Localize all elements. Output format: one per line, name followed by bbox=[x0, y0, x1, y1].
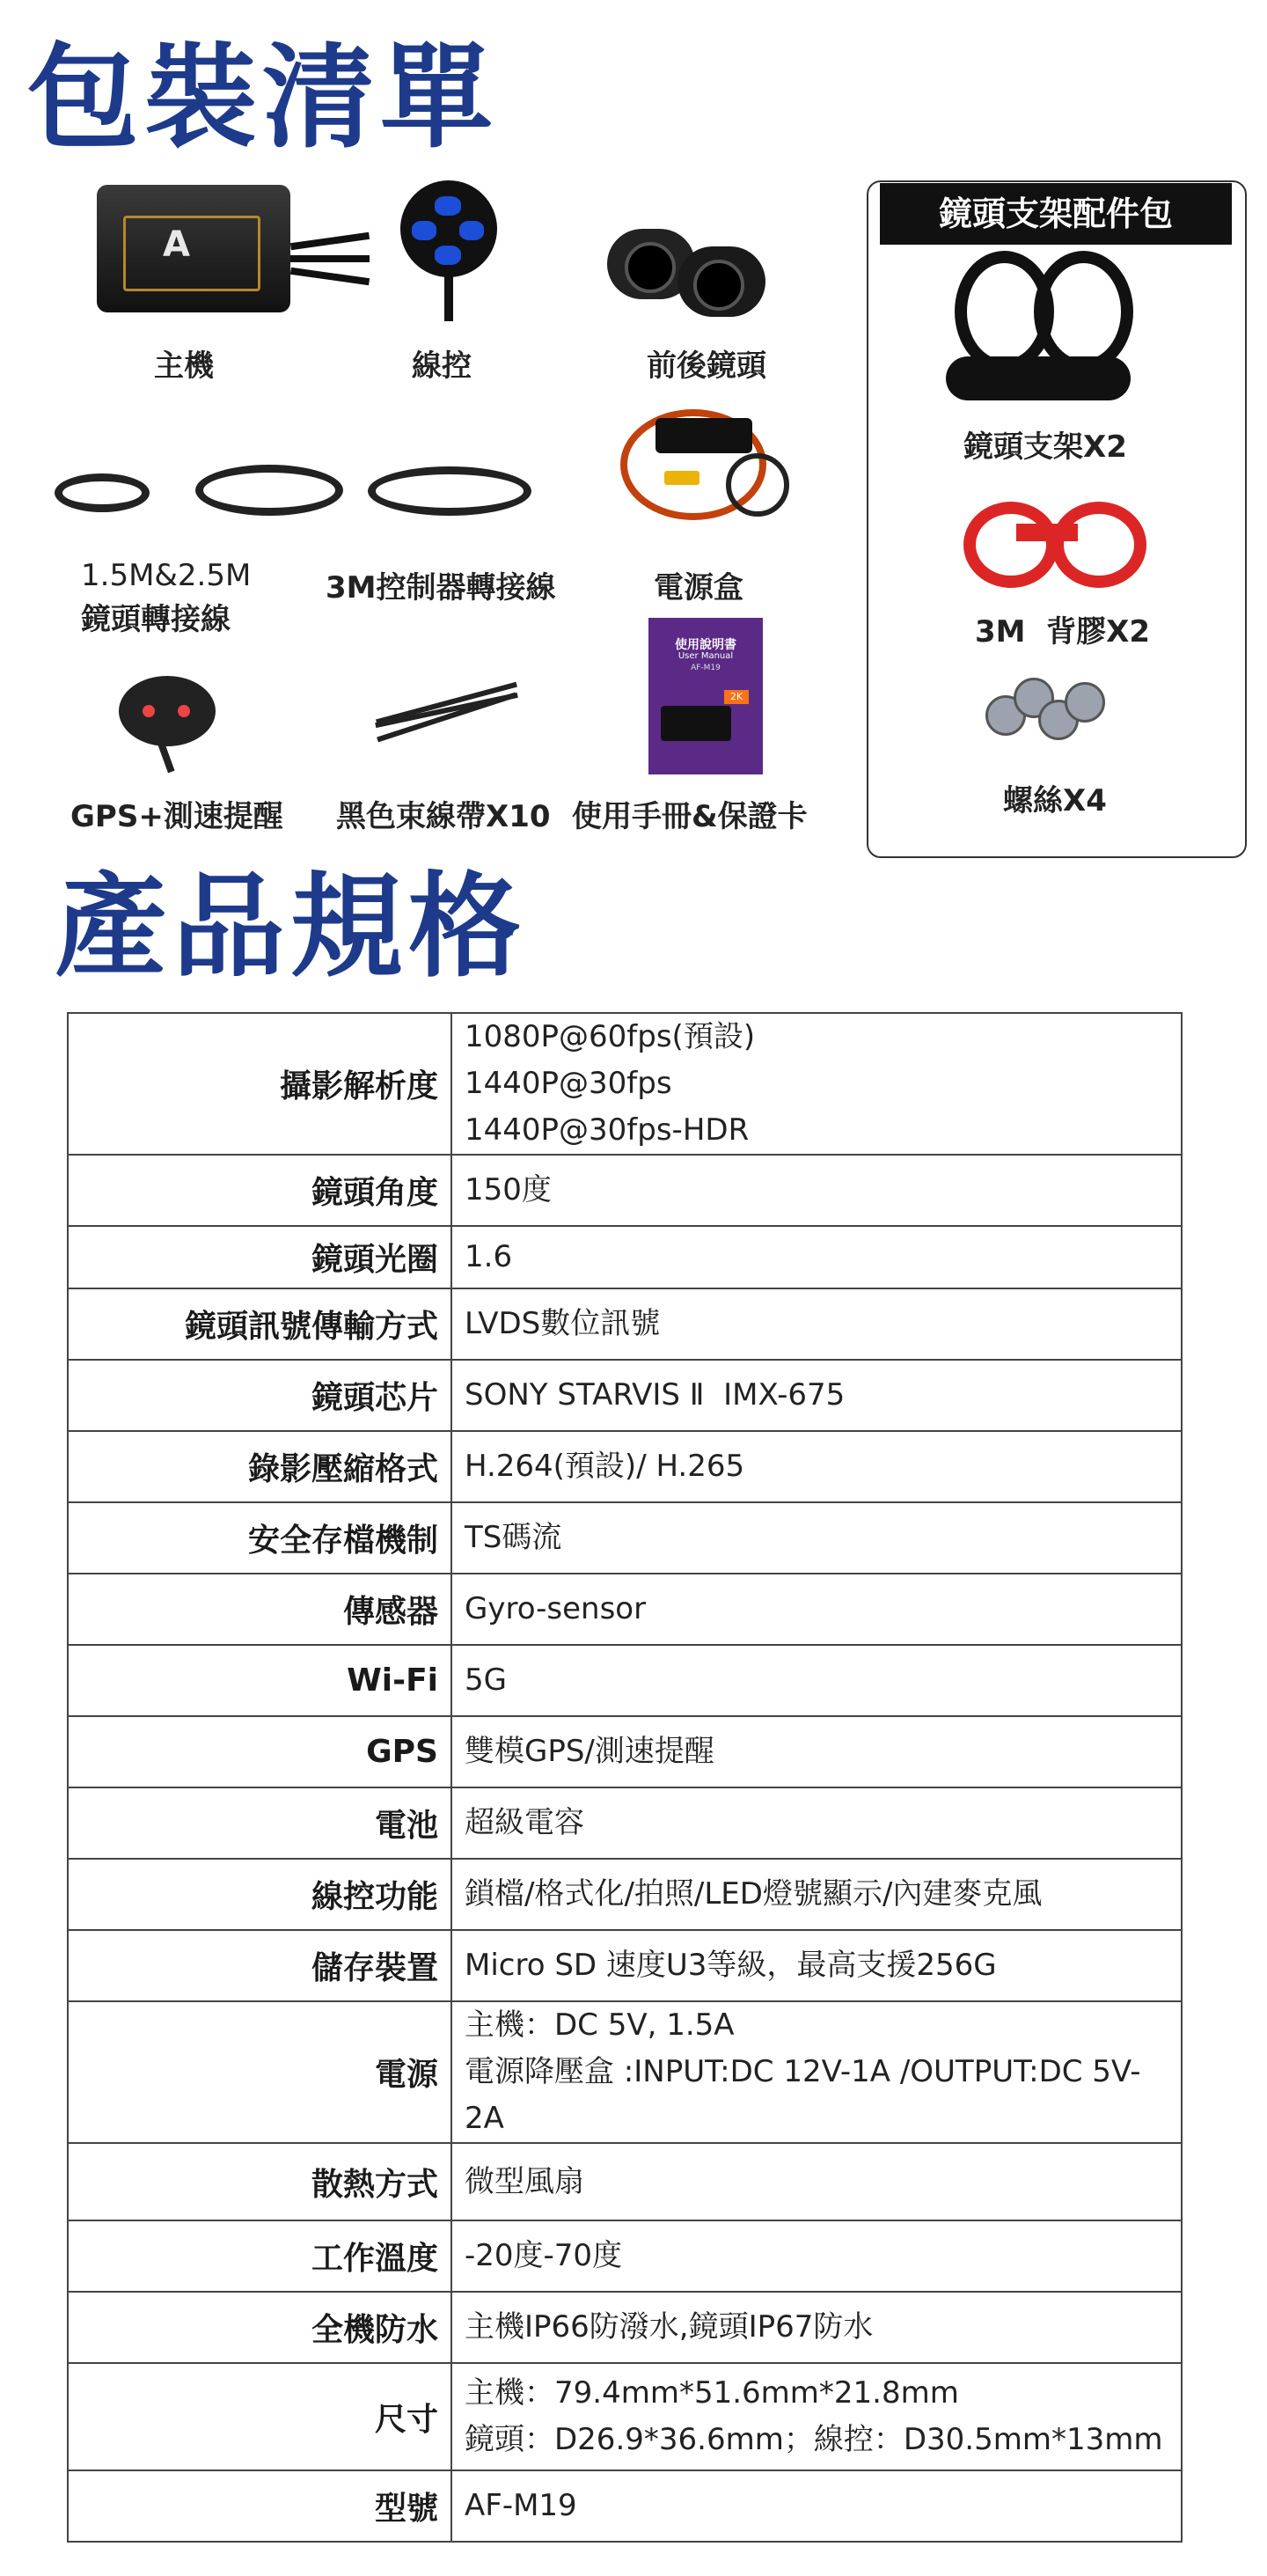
screws-image bbox=[985, 678, 1109, 739]
spec-value: 1.6 bbox=[451, 1226, 1182, 1288]
spec-value: H.264(預設)/ H.265 bbox=[451, 1431, 1182, 1502]
cam-cable-label-b: 鏡頭轉接線 bbox=[81, 602, 231, 637]
spec-row bbox=[68, 1155, 1182, 1226]
spec-value: 5G bbox=[451, 1645, 1182, 1716]
spec-value: 超級電容 bbox=[451, 1787, 1182, 1859]
bracket-label: 鏡頭支架X2 bbox=[963, 429, 1127, 465]
spec-key: 工作溫度 bbox=[68, 2220, 451, 2292]
spec-key: 電源 bbox=[68, 2001, 451, 2143]
spec-row bbox=[68, 2001, 1182, 2143]
remote-label: 線控 bbox=[412, 349, 472, 384]
spec-key: 電池 bbox=[68, 1787, 451, 1859]
spec-key: 鏡頭芯片 bbox=[68, 1360, 451, 1431]
bracket-image bbox=[946, 251, 1139, 418]
spec-value: -20度-70度 bbox=[451, 2220, 1182, 2292]
spec-value: AF-M19 bbox=[451, 2470, 1182, 2542]
spec-key: 線控功能 bbox=[68, 1859, 451, 1930]
spec-key: 攝影解析度 bbox=[68, 1013, 451, 1155]
spec-value: 1080P@60fps(預設) 1440P@30fps 1440P@30fps-HDR bbox=[451, 1013, 1182, 1155]
spec-key: 全機防水 bbox=[68, 2292, 451, 2363]
manual-image bbox=[648, 618, 763, 774]
cameras-label: 前後鏡頭 bbox=[647, 349, 766, 384]
gps-label: GPS+測速提醒 bbox=[70, 799, 283, 834]
main-unit-label: 主機 bbox=[154, 349, 214, 384]
spec-key: 型號 bbox=[68, 2470, 451, 2542]
spec-key: 鏡頭光圈 bbox=[68, 1226, 451, 1288]
remote-image bbox=[396, 180, 502, 321]
spec-key: 散熱方式 bbox=[68, 2143, 451, 2220]
spec-value: 雙模GPS/測速提醒 bbox=[451, 1716, 1182, 1787]
spec-value: 主機IP66防潑水,鏡頭IP67防水 bbox=[451, 2292, 1182, 2363]
ctrl-cable-label: 3M控制器轉接線 bbox=[326, 570, 556, 605]
power-box-image bbox=[612, 400, 796, 524]
spec-key: 傳感器 bbox=[68, 1574, 451, 1645]
spec-row bbox=[68, 1360, 1182, 1431]
cameras-image bbox=[607, 211, 801, 326]
spec-value: 鎖檔/格式化/拍照/LED燈號顯示/內建麥克風 bbox=[451, 1859, 1182, 1930]
spec-row bbox=[68, 1574, 1182, 1645]
spec-row bbox=[68, 2292, 1182, 2363]
specs-table bbox=[67, 1012, 1183, 2543]
cable-ties-image bbox=[374, 669, 519, 739]
manual-cover-model: AF-M19 bbox=[691, 664, 721, 672]
spec-value: SONY STARVIS Ⅱ IMX-675 bbox=[451, 1360, 1182, 1431]
specs-title: 產品規格 bbox=[55, 862, 527, 993]
accessory-pack-title: 鏡頭支架配件包 bbox=[880, 183, 1232, 245]
cam-cable-image-2 bbox=[195, 465, 343, 516]
screws-label: 螺絲X4 bbox=[1003, 783, 1107, 818]
main-unit-image: A bbox=[88, 185, 378, 317]
spec-row bbox=[68, 1013, 1182, 1155]
tape-image bbox=[963, 497, 1131, 568]
spec-key: GPS bbox=[68, 1716, 451, 1787]
spec-value: 微型風扇 bbox=[451, 2143, 1182, 2220]
spec-row bbox=[68, 1930, 1182, 2001]
manual-cover-badge: 2K bbox=[724, 690, 749, 704]
spec-key: 尺寸 bbox=[68, 2363, 451, 2470]
spec-row bbox=[68, 1787, 1182, 1859]
spec-row bbox=[68, 1226, 1182, 1288]
spec-row bbox=[68, 1502, 1182, 1574]
spec-key: Wi-Fi bbox=[68, 1645, 451, 1716]
spec-row bbox=[68, 1645, 1182, 1716]
spec-row bbox=[68, 2363, 1182, 2470]
spec-row bbox=[68, 2143, 1182, 2220]
spec-value: LVDS數位訊號 bbox=[451, 1288, 1182, 1360]
spec-row bbox=[68, 1431, 1182, 1502]
spec-row bbox=[68, 2220, 1182, 2292]
manual-label: 使用手冊&保證卡 bbox=[572, 799, 808, 834]
spec-key: 儲存裝置 bbox=[68, 1930, 451, 2001]
spec-value: 主機：79.4mm*51.6mm*21.8mm 鏡頭：D26.9*36.6mm；線控：D30.5mm*13mm bbox=[451, 2363, 1182, 2470]
spec-row bbox=[68, 1288, 1182, 1360]
package-title: 包裝清單 bbox=[26, 33, 499, 164]
power-box-label: 電源盒 bbox=[654, 570, 743, 605]
spec-row bbox=[68, 2470, 1182, 2542]
spec-value: 主機：DC 5V, 1.5A 電源降壓盒 :INPUT:DC 12V-1A /OUTPUT:DC 5V-2A bbox=[451, 2001, 1182, 2143]
spec-value: TS碼流 bbox=[451, 1502, 1182, 1574]
tape-label: 3M 背膠X2 bbox=[975, 614, 1151, 650]
manual-cover-title: 使用說明書 bbox=[675, 638, 736, 652]
manual-cover-subtitle: User Manual bbox=[677, 651, 734, 661]
spec-row bbox=[68, 1716, 1182, 1787]
cam-cable-label-a: 1.5M&2.5M bbox=[81, 558, 252, 593]
spec-key: 錄影壓縮格式 bbox=[68, 1431, 451, 1502]
cable-ties-label: 黑色束線帶X10 bbox=[336, 799, 551, 834]
gps-image bbox=[114, 676, 220, 773]
spec-row bbox=[68, 1859, 1182, 1930]
ctrl-cable-image bbox=[368, 466, 531, 516]
spec-key: 鏡頭訊號傳輸方式 bbox=[68, 1288, 451, 1360]
spec-value: Micro SD 速度U3等級，最高支援256G bbox=[451, 1930, 1182, 2001]
spec-key: 安全存檔機制 bbox=[68, 1502, 451, 1574]
cam-cable-image bbox=[55, 473, 150, 512]
spec-key: 鏡頭角度 bbox=[68, 1155, 451, 1226]
spec-value: 150度 bbox=[451, 1155, 1182, 1226]
spec-value: Gyro-sensor bbox=[451, 1574, 1182, 1645]
